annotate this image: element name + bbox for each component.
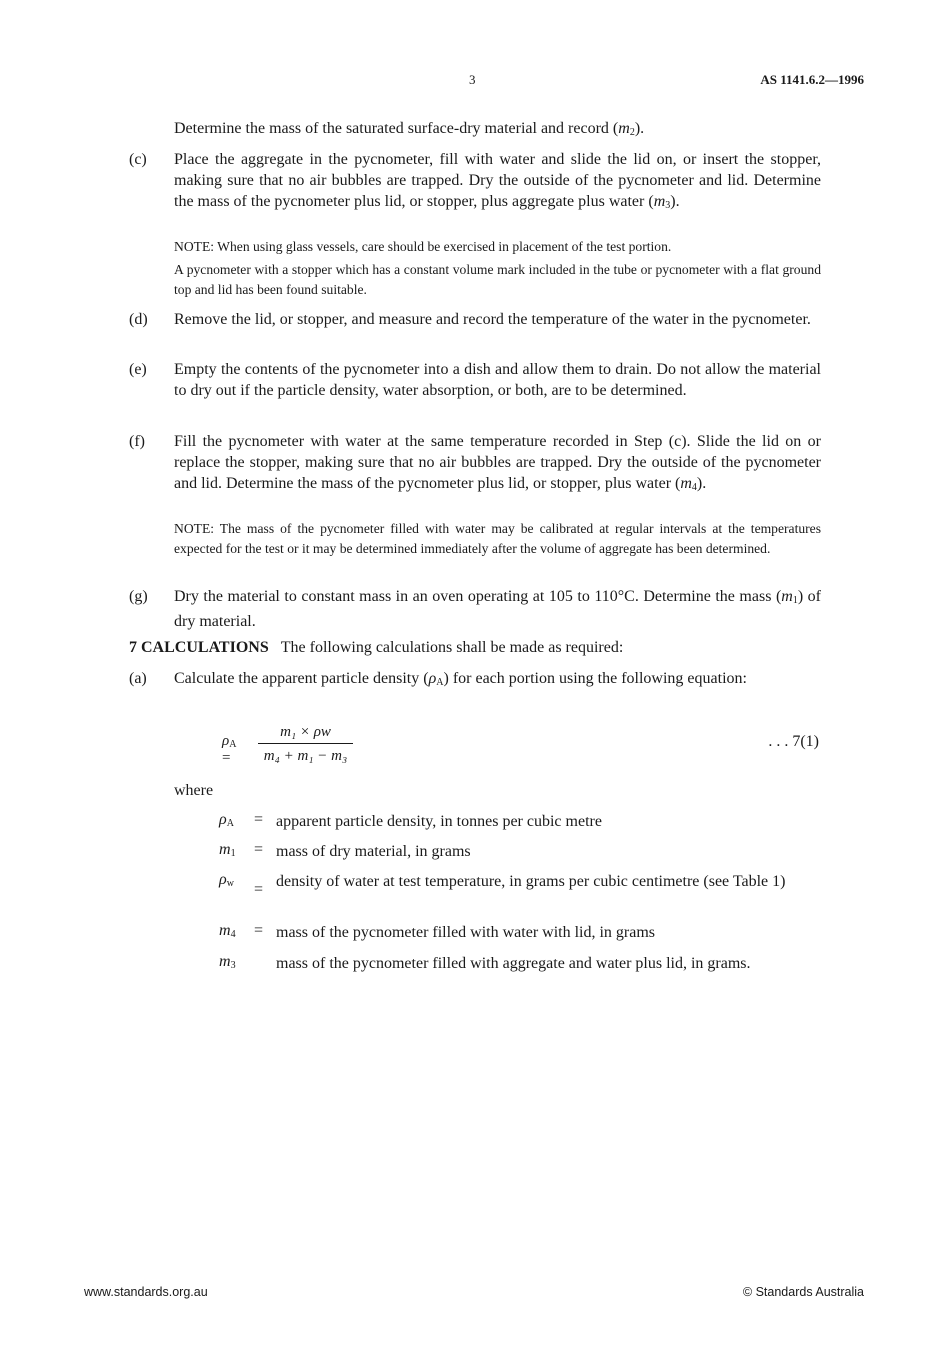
step-g-label: (g) [129, 588, 148, 605]
step-b-continuation: Determine the mass of the saturated surface-dry material and record $(m_2)$. [174, 120, 645, 138]
equation-numerator: m₁ × ρw [280, 724, 331, 740]
definition-symbol: $m_3$ [219, 953, 236, 971]
footer-website: www.standards.org.au [84, 1285, 208, 1299]
definition-equals: = [254, 841, 264, 858]
footer-copyright: © Standards Australia [742, 1285, 864, 1299]
step-f-label: (f) [129, 433, 145, 450]
definition-text: mass of the pycnometer filled with water with lid, in grams [276, 924, 656, 941]
definition-text: mass of the pycnometer filled with aggregate and water plus lid, in grams. [276, 955, 751, 972]
step-c-note-2: A pycnometer with a stopper which has a constant volume mark included in the tube or pycnometer with a flat ground top and lid has been found suitable. [174, 262, 821, 297]
definition-equals: = [254, 922, 264, 939]
section-heading: 7 CALCULATIONS The following calculations shall be made as required: [129, 639, 624, 656]
equation-lhs: $\rho_A$ = [222, 733, 237, 766]
step-c-label: (c) [129, 151, 147, 168]
definition-equals: = [254, 811, 264, 828]
definition-symbol: $m_1$ [219, 841, 236, 859]
calc-a-text: Calculate the apparent particle density $(\rho_A)$ for each portion using the following equation: [174, 670, 747, 688]
definition-text: apparent particle density, in tonnes per cubic metre [276, 813, 602, 830]
calc-a-label: (a) [129, 670, 147, 687]
definition-symbol: $m_4$ [219, 922, 236, 940]
fraction-bar [258, 743, 353, 744]
definition-equals: = [254, 881, 264, 898]
step-f-note: NOTE: The mass of the pycnometer filled with water may be calibrated at regular intervals at the temperatures expected for the test or it may be determined immediately after the volume of aggregate has been determined. [174, 521, 821, 556]
step-c-text: Place the aggregate in the pycnometer, fill with water and slide the lid on, or insert the stopper, making sure that no air bubbles are trapped. Dry the outside of the pycnometer and lid. Determine the mass of the pycnometer plus lid, or stopper, plus aggregate plus water $(m_3)$. [174, 151, 821, 211]
definition-text: mass of dry material, in grams [276, 843, 471, 860]
step-e-label: (e) [129, 361, 147, 378]
step-c-note: NOTE: When using glass vessels, care should be exercised in placement of the test portion. [174, 239, 672, 254]
step-d-text: Remove the lid, or stopper, and measure and record the temperature of the water in the pycnometer. [174, 311, 811, 328]
where-label: where [174, 782, 214, 799]
standard-number: AS 1141.6.2—1996 [760, 72, 864, 87]
definition-symbol: $\rho_A$ [219, 811, 234, 829]
step-g-text: Dry the material to constant mass in an oven operating at 105 to 110°C. Determine the mass $(m_1)$ of dry material. [174, 588, 822, 630]
step-e-text: Empty the contents of the pycnometer into a dish and allow them to drain. Do not allow the material to dry out if the particle density, water absorption, or both, are to be determined. [174, 361, 821, 399]
definition-symbol: $\rho_w$ [219, 871, 234, 889]
equation-reference: . . . 7(1) [768, 733, 819, 750]
definition-text: density of water at test temperature, in grams per cubic centimetre (see Table 1) [276, 873, 786, 890]
step-d-label: (d) [129, 311, 148, 328]
step-f-text: Fill the pycnometer with water at the same temperature recorded in Step (c). Slide the lid on or replace the stopper, making sure that no air bubbles are trapped. Dry the outside of the pycnometer and lid. Determine the mass of the pycnometer plus lid, or stopper, plus water $(m_4)$. [174, 433, 821, 493]
equation-fraction [258, 722, 353, 766]
page-number: 3 [469, 72, 476, 87]
equation-denominator: m₄ + m₁ − m₃ [263, 748, 348, 764]
